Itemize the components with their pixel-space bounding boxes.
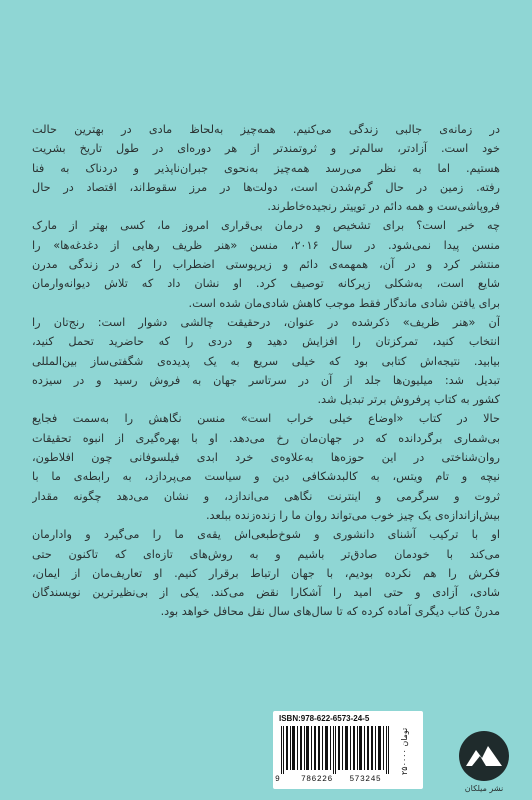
blurb-line: نیچه و تام ویتس، به کالبدشکافی دین و سیاست می‌پردازد، به رابطه‌ی ما با (32, 470, 500, 484)
blurb-line: کشور به کتاب پرفروش برتر تبدیل شد. (317, 393, 500, 407)
blurb-line: انتخاب کنید، تمرکزتان را افزایش دهید و دردی را که حاضرید تحمل کنید، (32, 335, 500, 349)
blurb-text (32, 120, 500, 622)
mountains-logo-icon (458, 730, 510, 782)
blurb-line: مدرنْ کتاب دیگری آماده کرده که تا سال‌های سال نقل محافل خواهد بود. (160, 605, 500, 619)
blurb-line: رفته. زمین در حال گرم‌شدن است، دولت‌ها در مرز سقوط‌اند، اقتصاد در حال (32, 180, 500, 194)
barcode-label (273, 711, 423, 789)
blurb-line: منتشر کرد و در آن، همهمه‌ی دائم و زیرپوستی اضطراب را که در زندگی مدرن (32, 258, 500, 272)
blurb-line: ثروت و سرگرمی و اینترنت نگاهی می‌اندازد، و نشان می‌دهد چگونه مقدار (32, 489, 500, 503)
barcode-digits-left: 786226 (300, 775, 333, 784)
isbn-text: ISBN:978-622-6573-24-5 (279, 714, 370, 723)
barcode-digits (275, 775, 405, 784)
blurb-line: در زمانه‌ی جالبی زندگی می‌کنیم. همه‌چیز به‌لحاظ مادی در بهترین حالت (32, 123, 500, 136)
blurb-line: روان‌شناختی در این حوزه‌ها به‌علاوه‌ی خرد ابدی فیلسوفانی چون افلاطون، (32, 451, 500, 465)
blurb-line: می‌کند با خودمان صادق‌تر باشیم و به روش‌های تازه‌ای که تاکنون حتی (32, 547, 500, 561)
publisher-name: نشر میلکان (464, 784, 504, 793)
blurb-line: برای یافتن شادی ماندگار فقط موجب کاهش شادی‌مان شده است. (188, 296, 500, 310)
blurb-line: حالا در کتاب «اوضاع خیلی خراب است» منسن نگاهش را به‌سمت فجایع (32, 412, 500, 426)
barcode-bars (279, 726, 397, 774)
blurb-line: هستیم. اما به نظر می‌رسد همه‌چیز به‌نحوی جبران‌ناپذیر و دردناک به فنا (32, 161, 500, 175)
blurb-line: او با ترکیب آشنای دانشوری و شوخ‌طبعی‌اش یقه‌ی ما را می‌گیرد و وادارمان (32, 528, 500, 542)
blurb-line: خود است. آزادتر، سالم‌تر و ثروتمندتر از هر دوره‌ای در طول تاریخ بشریت (32, 142, 500, 156)
blurb-line: فروپاشی‌ست و همه دائم در توییتر رنجیده‌خاطرند. (267, 200, 500, 214)
blurb-line: بی‌شماری برگردانده که در جهان‌مان رخ می‌دهد. او با بهره‌گیری از انبوه تحقیقات (32, 431, 500, 445)
blurb-line: بیش‌ازاندازه‌ی یک چیز خوب می‌تواند روان ما را زنده‌زنده ببلعد. (205, 508, 500, 522)
blurb-line: تبدیل شد: میلیون‌ها جلد از آن در سرتاسر جهان به فروش رسید و در سیزده (32, 373, 500, 387)
barcode-digits-right: 573245 (349, 775, 382, 784)
blurb-line: منسن پیدا نمی‌شود. در سال ۲۰۱۶، منسن «هنر ظریف رهایی از دغدغه‌ها» را (32, 238, 500, 252)
price-label: ۲۵۰۰۰۰ تومان (400, 727, 409, 775)
blurb-line: آن «هنر ظریف» ذکرشده در عنوان، درحقیقت چالشی دشوار است: رنج‌تان را (32, 315, 500, 329)
blurb-line: شایع است، به‌شکلی زیرکانه توصیف کرد. او نشان داد که تلاش دیوانه‌وارمان (32, 277, 500, 291)
blurb-line: فکرش را هم نکرده بودیم، با جهان ارتباط برقرار کنیم. او تعاریف‌مان از ایمان، (32, 566, 500, 580)
blurb-line: بیابید. نتیجه‌اش کتابی بود که خیلی سریع به یک پدیده‌ی شگفتی‌ساز بین‌المللی (32, 354, 500, 368)
blurb-line: شادی، آزادی و حتی امید را آشکارا نقض می‌کند. یکی از بی‌نظیرترین نویسندگان (32, 586, 500, 600)
barcode-lead-digit: 9 (275, 775, 281, 784)
blurb-line: چه خبر است؟ برای تشخیص و درمان بی‌قراری امروز ما، کسی بهتر از مارک (32, 219, 500, 233)
